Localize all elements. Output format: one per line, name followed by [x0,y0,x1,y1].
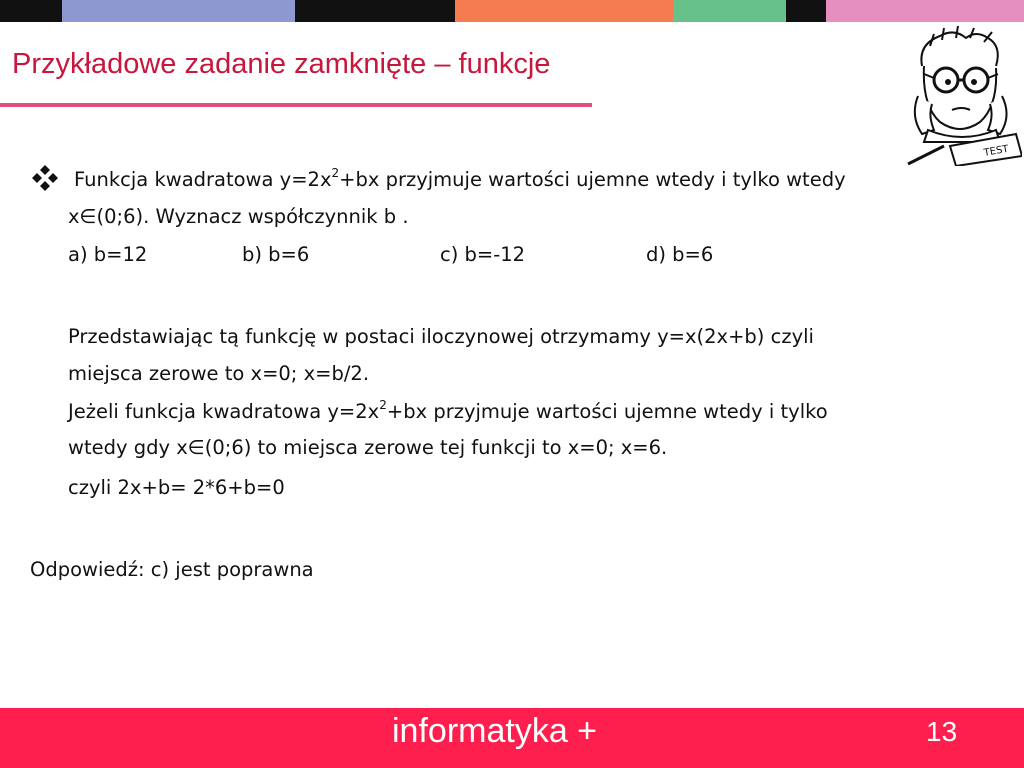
solution-p2-line2: wtedy gdy x∈(0;6) to miejsca zerowe tej funkcji to x=0; x=6. [68,436,668,459]
test-paper-label: TEST [982,143,1010,159]
option-c: c) b=-12 [440,243,526,266]
task-line-2: x∈(0;6). Wyznacz współczynnik b . [68,205,409,228]
diamond-bullet-icon [30,164,60,192]
task-line-1-post: +bx przyjmuje wartości ujemne wtedy i tylko wtedy [339,168,846,191]
solution-p1-line1: Przedstawiając tą funkcję w postaci iloczynowej otrzymamy y=x(2x+b) czyli [68,325,814,348]
solution-p2-post: +bx przyjmuje wartości ujemne wtedy i tylko [386,400,828,423]
task-line-1-pre: Funkcja kwadratowa y=2x [74,168,332,191]
option-b: b) b=6 [242,243,310,266]
slide-title: Przykładowe zadanie zamknięte – funkcje [12,48,551,80]
task-exponent: 2 [331,165,340,180]
task-line-1 [74,165,846,191]
answer-text: Odpowiedź: c) jest poprawna [30,558,314,581]
solution-exponent: 2 [379,397,387,412]
solution-p2-line1 [68,397,828,423]
page-number: 13 [926,716,958,747]
option-d: d) b=6 [646,243,714,266]
solution-p2-pre: Jeżeli funkcja kwadratowa y=2x [68,400,380,423]
solution-p3: czyli 2x+b= 2*6+b=0 [68,476,285,499]
footer-brand: informatyka + [392,712,598,750]
option-a: a) b=12 [68,243,148,266]
solution-p1-line2: miejsca zerowe to x=0; x=b/2. [68,362,370,385]
